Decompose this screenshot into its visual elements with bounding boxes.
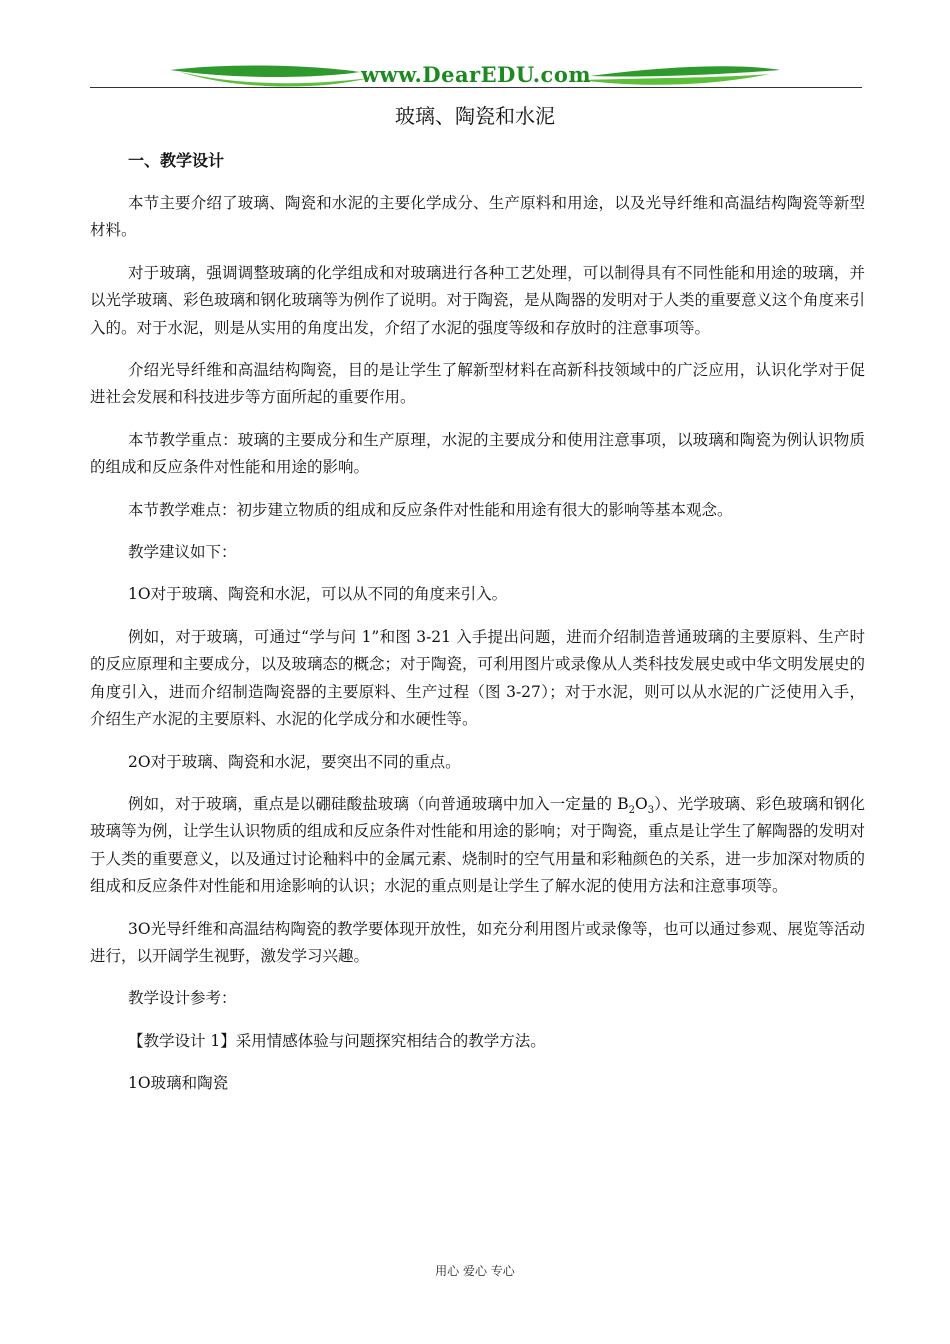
section-heading: 一、教学设计: [128, 151, 225, 170]
paragraph: 教学建议如下：: [128, 543, 237, 562]
paragraph: 【教学设计 1】采用情感体验与问题探究相结合的教学方法。: [128, 1031, 546, 1050]
site-banner: [90, 58, 862, 94]
header-rule: [90, 87, 862, 88]
subscript: 3: [647, 805, 655, 816]
paragraph: 2O对于玻璃、陶瓷和水泥，要突出不同的重点。: [128, 752, 461, 771]
subscript: 2: [628, 805, 635, 816]
paragraph: 1O对于玻璃、陶瓷和水泥，可以从不同的角度来引入。: [128, 585, 508, 604]
paragraph: 例如，对于玻璃，可通过“学与问 1”和图 3-21 入手提出问题，进而介绍制造普通玻璃的主要原料、生产时的反应原理和主要成分，以及玻璃态的概念；对于陶瓷，可利用图片或录像从人类科技发展史或中华文明发展史的角度引入，进而介绍制造陶瓷器的主要原料、生产过程（图 3-27）；对于水泥，则可以从水泥的广泛使用入手，介绍生产水泥的主要原料、水泥的化学成分和水硬性等。: [90, 627, 866, 729]
paragraph: 对于玻璃，强调调整玻璃的化学组成和对玻璃进行各种工艺处理，可以制得具有不同性能和用途的玻璃，并以光学玻璃、彩色玻璃和钢化玻璃等为例作了说明。对于陶瓷，是从陶器的发明对于人类的重要意义这个角度来引入的。对于水泥，则是从实用的角度出发，介绍了水泥的强度等级和存放时的注意事项等。: [90, 263, 866, 337]
paragraph: 教学设计参考：: [128, 989, 237, 1008]
paragraph: 本节教学重点：玻璃的主要成分和生产原理，水泥的主要成分和使用注意事项，以玻璃和陶瓷为例认识物质的组成和反应条件对性能和用途的影响。: [90, 430, 865, 477]
paragraph: 1O玻璃和陶瓷: [128, 1074, 229, 1093]
page-title: 玻璃、陶瓷和水泥: [395, 104, 555, 128]
paragraph-text: 例如，对于玻璃，重点是以硼硅酸盐玻璃（向普通玻璃中加入一定量的 B: [128, 794, 629, 813]
paragraph: 本节教学难点：初步建立物质的组成和反应条件对性能和用途有很大的影响等基本观念。: [128, 500, 733, 519]
paragraph: 本节主要介绍了玻璃、陶瓷和水泥的主要化学成分、生产原料和用途，以及光导纤维和高温结构陶瓷等新型材料。: [90, 194, 865, 240]
paragraph: 3O光导纤维和高温结构陶瓷的教学要体现开放性，如充分利用图片或录像等，也可以通过参观、展览等活动进行，以开阔学生视野，激发学习兴趣。: [90, 919, 865, 965]
paragraph-b2o3: [90, 791, 865, 901]
paragraph-text: ）、光学玻璃、彩色玻璃和钢化玻璃等为例，让学生认识物质的组成和反应条件对性能和用途的影响；对于陶瓷，重点是让学生了解陶器的发明对于人类的重要意义，以及通过讨论釉料中的金属元素、烧制时的空气用量和彩釉颜色的关系，进一步加深对物质的组成和反应条件对性能和用途影响的认识；水泥的重点则是让学生了解水泥的使用方法和注意事项等。: [90, 794, 866, 896]
banner-site-url: www.DearEDU.com: [360, 62, 592, 87]
document-body: [90, 147, 865, 1098]
paragraph: 介绍光导纤维和高温结构陶瓷，目的是让学生了解新型材料在高新科技领域中的广泛应用，认识化学对于促进社会发展和科技进步等方面所起的重要作用。: [90, 361, 865, 407]
page-footer: 用心 爱心 专心: [435, 1264, 515, 1278]
paragraph-text: O: [634, 794, 648, 813]
